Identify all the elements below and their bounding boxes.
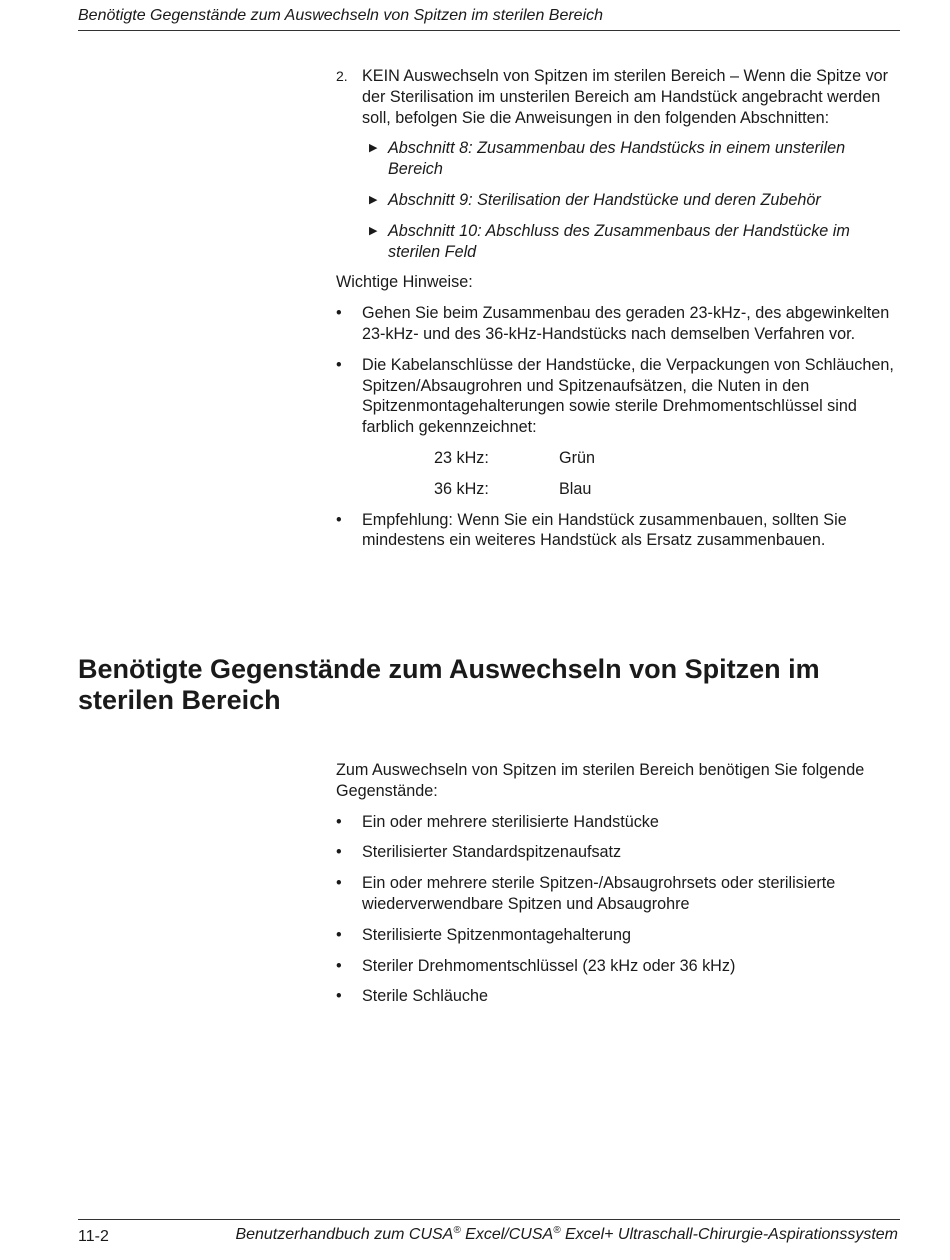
triangle-arrow-icon: ▶ bbox=[369, 193, 378, 206]
section-reference-list bbox=[362, 138, 898, 262]
note-item: • Die Kabelanschlüsse der Handstücke, die Verpackungen von Schläuchen, Spitzen/Absaugrohren und Spitzenaufsätzen, die Nuten in den Spitzenmontagehalterungen sowie sterile Drehmomentschlüssel sind farblich gekennzeichnet: 23 kHz: Grün 36 kHz: Blau bbox=[336, 355, 898, 500]
triangle-arrow-icon: ▶ bbox=[369, 142, 378, 155]
step-text: KEIN Auswechseln von Spitzen im sterilen Bereich – Wenn die Spitze vor der Sterilisation im unsterilen Bereich am Handstück angebracht werden soll, befolgen Sie die Anweisungen in den folgenden Abschnitten: bbox=[362, 67, 889, 127]
upper-content bbox=[336, 66, 898, 561]
note-item: • Gehen Sie beim Zusammenbau des geraden 23-kHz-, des abgewinkelten 23-kHz- und des 36-kHz-Handstücks nach demselben Verfahren vor. bbox=[336, 304, 890, 343]
bullet-icon: • bbox=[336, 510, 342, 529]
color-code-row bbox=[362, 448, 898, 469]
section-reference: ▶ Abschnitt 8: Zusammenbau des Handstücks in einem unsterilen Bereich bbox=[369, 139, 846, 179]
bullet-icon: • bbox=[336, 843, 342, 862]
bullet-icon: • bbox=[336, 956, 342, 975]
bullet-icon: • bbox=[336, 355, 342, 374]
step-number: 2. bbox=[336, 68, 348, 84]
bullet-icon: • bbox=[336, 874, 342, 893]
notes-heading: Wichtige Hinweise: bbox=[336, 273, 473, 292]
triangle-arrow-icon: ▶ bbox=[369, 224, 378, 237]
registered-mark: ® bbox=[453, 1225, 461, 1236]
list-item: • Sterilisierter Standardspitzenaufsatz bbox=[336, 843, 622, 862]
bullet-icon: • bbox=[336, 925, 342, 944]
section-heading: Benötigte Gegenstände zum Auswechseln von Spitzen im sterilen Bereich bbox=[78, 654, 820, 715]
section-reference: ▶ Abschnitt 10: Abschluss des Zusammenbaus der Handstücke im sterilen Feld bbox=[369, 221, 850, 261]
list-item: • Sterile Schläuche bbox=[336, 987, 488, 1006]
color-label: Blau bbox=[559, 479, 592, 498]
list-item: • Steriler Drehmomentschlüssel (23 kHz oder 36 kHz) bbox=[336, 956, 736, 975]
page-number: 11-2 bbox=[78, 1228, 109, 1245]
color-code-row bbox=[362, 479, 898, 500]
footer-title: Benutzerhandbuch zum CUSA® Excel/CUSA® Excel+ Ultraschall-Chirurgie-Aspirationssystem bbox=[235, 1225, 898, 1243]
bullet-icon: • bbox=[336, 987, 342, 1006]
color-label: Grün bbox=[559, 448, 595, 467]
bullet-icon: • bbox=[336, 812, 342, 831]
list-item: • Ein oder mehrere sterile Spitzen-/Absaugrohrsets oder sterilisierte wiederverwendbare Spitzen und Absaugrohre bbox=[336, 874, 836, 913]
footer-rule bbox=[78, 1219, 900, 1220]
list-item: • Ein oder mehrere sterilisierte Handstücke bbox=[336, 812, 659, 831]
list-item: • Sterilisierte Spitzenmontagehalterung bbox=[336, 925, 632, 944]
required-items-list bbox=[336, 812, 898, 1008]
color-code-table bbox=[362, 448, 898, 500]
bullet-icon: • bbox=[336, 304, 342, 323]
notes-list bbox=[336, 303, 898, 551]
section-reference: ▶ Abschnitt 9: Sterilisation der Handstücke und deren Zubehör bbox=[369, 190, 821, 209]
header-rule bbox=[78, 30, 900, 31]
frequency-label: 23 kHz: bbox=[434, 448, 489, 467]
registered-mark: ® bbox=[553, 1225, 561, 1236]
running-header: Benötigte Gegenstände zum Auswechseln von Spitzen im sterilen Bereich bbox=[78, 7, 604, 24]
step-2 bbox=[336, 66, 898, 262]
section-intro: Zum Auswechseln von Spitzen im sterilen Bereich benötigen Sie folgende Gegenstände: bbox=[336, 761, 865, 800]
note-item: • Empfehlung: Wenn Sie ein Handstück zusammenbauen, sollten Sie mindestens ein weiteres Handstück als Ersatz zusammenbauen. bbox=[336, 510, 847, 550]
lower-content bbox=[336, 760, 898, 1017]
frequency-label: 36 kHz: bbox=[434, 479, 489, 498]
